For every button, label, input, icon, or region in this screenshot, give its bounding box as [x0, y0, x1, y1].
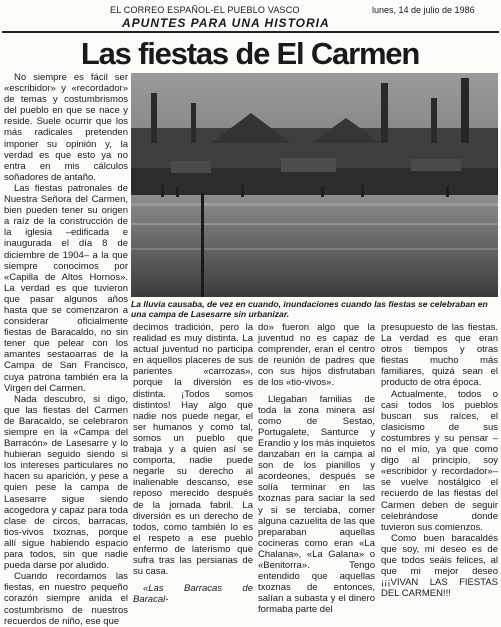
photo-caption: La lluvia causaba, de vez en cuando, inundaciones cuando las fiestas se celebraban en una campa de Lasesarre sin urbanizar. [131, 299, 488, 319]
paragraph: «Las Barracas de Baracal- [133, 583, 253, 606]
column-4 [381, 322, 498, 600]
paragraph: No siempre es fácil ser «escribidor» y «recordador» de temas y costumbrismos del pueblo en que se nace y reside. Suele ocurrir que los más radicales pretenden imponer su opinión y, la verdad es que esto ya no entra en mis cálculos soñadores de antaño. [4, 72, 128, 183]
paragraph: Como buen baracaldés que soy, mi deseo es de que todos seáis felices, al que mi mejor deseo ¡¡¡VIVAN LAS FIESTAS DEL CARMEN!!! [381, 532, 498, 600]
paragraph: Actualmente, todos o casi todos los pueblos buscan sus raíces, el clasicismo de sus costumbres y su pensar –no el mío, ya que como digo al principio, soy «escribidor y recordador»– se vuelve nostálgico el recuerdo de las fiestas del Carmen deben de seguir celebrándose donde tuvieron sus comienzos. [381, 388, 498, 533]
column-1 [4, 72, 128, 627]
masthead [0, 0, 501, 30]
paragraph: Cuando recordamos las fiestas, en nuestro pequeño corazón siempre anida el costumbrismo de nuestros recuerdos de niño, ese que [4, 571, 128, 627]
paragraph: decimos tradición, pero la realidad es muy distinta. La actual juventud no participa en aquellos placeres de sus parientes «carrozas», porque la diversión es distinta. ¡Todos somos distintos! Hay algo que nadie nos puede negar, el ser humanos y como tal, somos un pueblo que trabaja y a quien así se comporta, nadie puede negarle su derecho al inalienable descanso, ese reposo merecido después de la jornada fabril. La diversión es un derecho de todos, como también lo es el respeto a ese pueblo enfermo de laterismo que sufra tras las persianas de su casa. [133, 322, 253, 578]
paragraph: Llegaban familias de toda la zona minera así como de Sestao, Portugalete, Santurce y Erandio y los más inquietos danzaban en la campa al son de los pianillos y acordeones, después se solía terminar en las txoznas para saciar la sed y si se terciaba, comer alguna cazuelita de las que preparaban aquellas cocineras como eran «La Chalana», «La Galana» o «Benitorra». Tengo entendido que aquellas txoznas de entonces, salían a subasta y el dinero formaba parte del [258, 393, 375, 616]
flooded-fairground-photo [131, 73, 498, 297]
column-3 [258, 322, 375, 616]
newspaper-name: EL CORREO ESPAÑOL-EL PUEBLO VASCO [110, 5, 300, 15]
paragraph: Las fiestas patronales de Nuestra Señora del Carmen, bien pueden tener su origen a raíz de la construcción de la iglesia –edificada e inaugurada el día 8 de diciembre de 1904– a la que siempre conocimos por «Capilla de Altos Hornos». La verdad es que tuvieron que pasar algunos años hasta que se comenzaron a considerar oficialmente fiestas de Baracaldo, no sin tener que pelear con los amantes sestaoarras de la Campa de San Francisco, cuya patrona también era la Virgen del Carmen. [4, 182, 128, 394]
issue-date: lunes, 14 de julio de 1986 [372, 5, 475, 15]
article-title: Las fiestas de El Carmen [80, 36, 420, 71]
paragraph: do» fueron algo que la juventud no es capaz de comprender, eran el centro de reunión de padres que con sus hijos disfrutaban de los «tio-vivos». [258, 322, 375, 389]
paragraph: presupuesto de las fiestas. La verdad es que eran otros tiempos y otras fiestas mucho más familiares, quizá sean el producto de otra época. [381, 322, 498, 389]
column-2 [133, 322, 253, 606]
section-title: APUNTES PARA UNA HISTORIA [122, 16, 330, 30]
header-rule [2, 31, 499, 33]
photo-illustration [131, 73, 498, 297]
paragraph: Nada descubro, si digo, que las fiestas del Carmen de Baracaldo, se celebraron siempre en la «Campa del Barracón» de Lasesarre y lo hubieran seguido siendo si los intereses particulares no hacen su aparición, y pese a quien pese la campa de Lasesarre sigue siendo acogedora y capaz para toda clase de circos, barracas, tios-vivos txoznas, porque allí sigue habiendo espacio para todos, sin que nadie pueda darse por aludido. [4, 393, 128, 572]
